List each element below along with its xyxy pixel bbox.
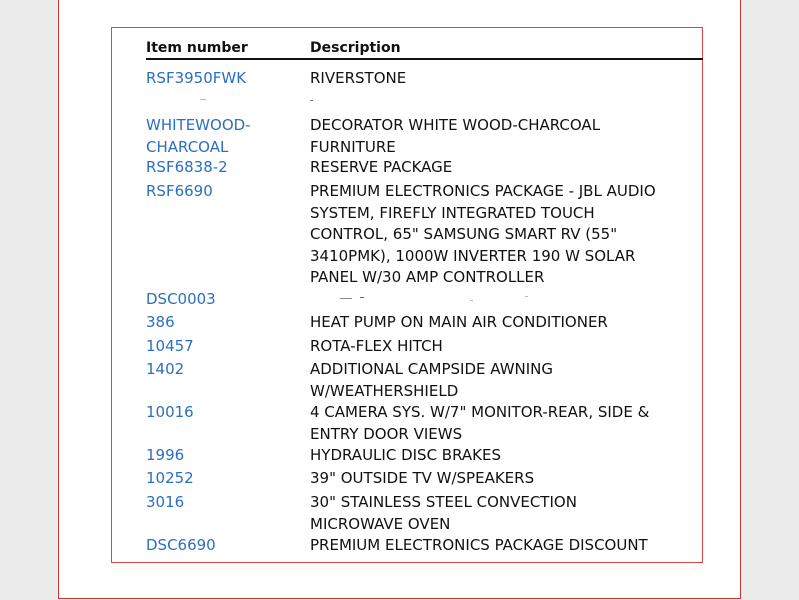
- faint-mark: [525, 296, 528, 297]
- item-number-cell: 1996: [146, 446, 185, 464]
- description-cell: 39" OUTSIDE TV W/SPEAKERS: [310, 469, 535, 487]
- description-cell: HEAT PUMP ON MAIN AIR CONDITIONER: [310, 313, 608, 331]
- item-number-cell: 10252: [146, 469, 194, 487]
- column-header-description: Description: [310, 40, 401, 56]
- faint-mark: [310, 100, 313, 101]
- item-number-cell: 10016: [146, 403, 194, 421]
- description-cell: ADDITIONAL CAMPSIDE AWNING W/WEATHERSHIELD: [310, 360, 554, 400]
- item-number-cell: RSF6838-2: [146, 158, 228, 176]
- item-number-cell: DSC0003: [146, 290, 216, 308]
- description-cell: HYDRAULIC DISC BRAKES: [310, 446, 502, 464]
- description-cell: DECORATOR WHITE WOOD-CHARCOAL FURNITURE: [310, 116, 601, 156]
- item-number-cell: 3016: [146, 493, 185, 511]
- item-number-cell: DSC6690: [146, 536, 216, 554]
- faint-mark: [470, 300, 473, 301]
- column-header-item-number: Item number: [146, 40, 248, 56]
- item-number-cell: RSF3950FWK: [146, 69, 247, 87]
- faint-mark: [340, 298, 352, 299]
- item-number-cell: WHITEWOOD- CHARCOAL: [146, 116, 251, 156]
- item-number-cell: 1402: [146, 360, 185, 378]
- item-number-cell: RSF6690: [146, 182, 213, 200]
- description-cell: 4 CAMERA SYS. W/7" MONITOR-REAR, SIDE & ENTRY DOOR VIEWS: [310, 403, 650, 443]
- description-cell: ROTA-FLEX HITCH: [310, 337, 443, 355]
- description-cell: PREMIUM ELECTRONICS PACKAGE DISCOUNT: [310, 536, 648, 554]
- description-cell: PREMIUM ELECTRONICS PACKAGE - JBL AUDIO SYSTEM, FIREFLY INTEGRATED TOUCH CONTROL, 65" SAMSUNG SMART RV (55" 3410PMK), 1000W INVERTER 190 W SOLAR PANEL W/30 AMP CONTROLLER: [310, 182, 656, 286]
- faint-mark: [200, 99, 206, 100]
- description-cell: 30" STAINLESS STEEL CONVECTION MICROWAVE OVEN: [310, 493, 577, 533]
- description-cell: RIVERSTONE: [310, 69, 407, 87]
- item-number-cell: 386: [146, 313, 175, 331]
- item-number-cell: 10457: [146, 337, 194, 355]
- faint-mark: [360, 297, 364, 298]
- header-rule: [146, 58, 703, 60]
- description-cell: RESERVE PACKAGE: [310, 158, 453, 176]
